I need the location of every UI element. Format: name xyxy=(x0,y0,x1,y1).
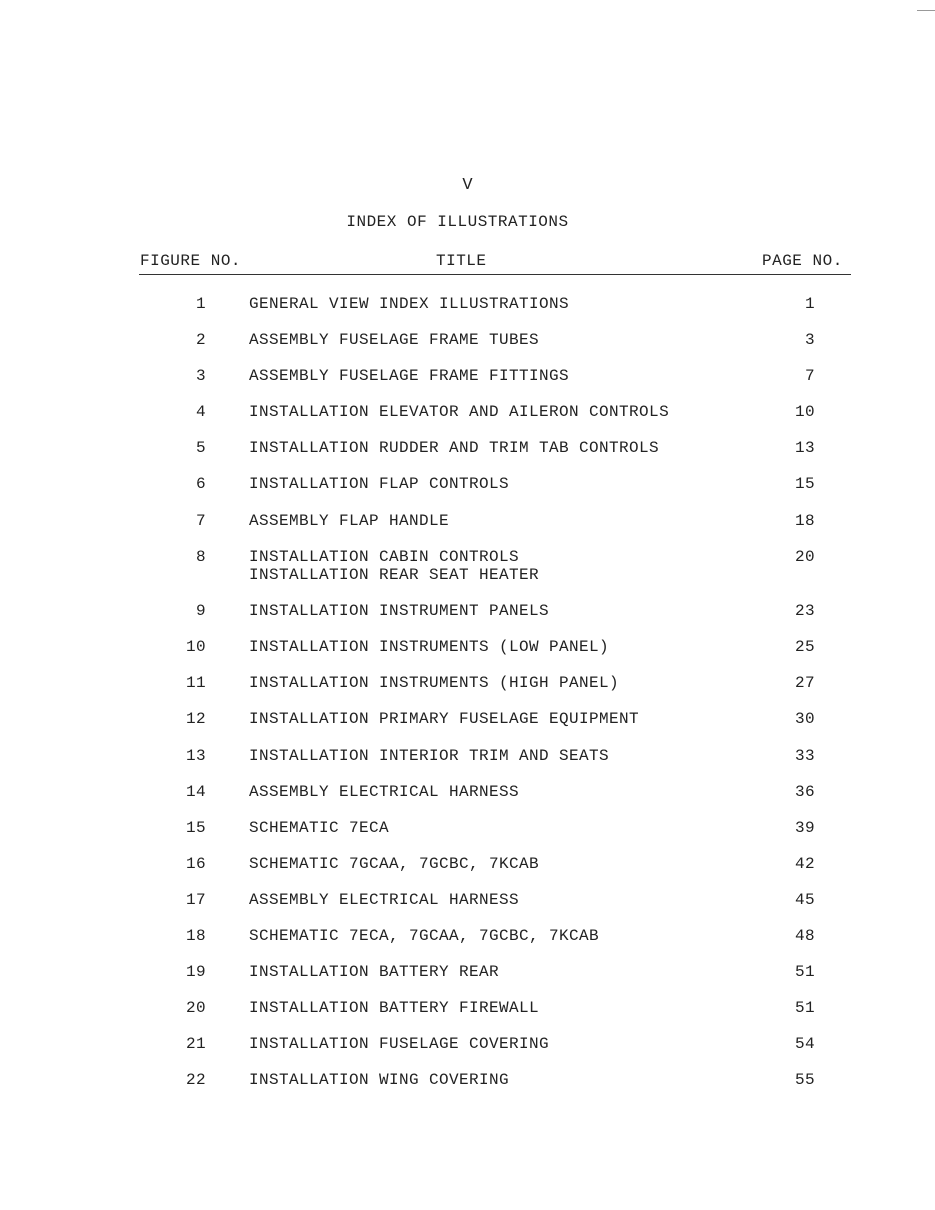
figure-title xyxy=(249,855,539,873)
scan-edge-mark xyxy=(917,10,935,11)
list-item xyxy=(0,999,935,1035)
figure-title xyxy=(249,747,609,765)
figure-title-line: INSTALLATION CABIN CONTROLS xyxy=(249,547,520,566)
figure-title xyxy=(249,403,669,421)
figure-title-line: INSTALLATION INSTRUMENTS (LOW PANEL) xyxy=(249,638,610,657)
figure-title xyxy=(249,439,659,457)
figure-title-line: ASSEMBLY ELECTRICAL HARNESS xyxy=(249,782,520,801)
page-number: 13 xyxy=(794,439,815,458)
list-item xyxy=(0,295,935,331)
figure-title-line: INSTALLATION PRIMARY FUSELAGE EQUIPMENT xyxy=(249,710,640,729)
list-item xyxy=(0,475,935,511)
figure-number: 6 xyxy=(195,475,206,494)
figure-title-line: INSTALLATION FUSELAGE COVERING xyxy=(249,1035,550,1054)
page-number: 48 xyxy=(794,927,815,945)
page-number: 23 xyxy=(794,602,815,621)
figure-title xyxy=(249,331,539,349)
figure-number: 5 xyxy=(195,439,206,458)
figure-title xyxy=(249,1035,549,1053)
page-number: 1 xyxy=(804,295,815,313)
page-number: 20 xyxy=(794,547,815,566)
figure-title-line: INSTALLATION INSTRUMENT PANELS xyxy=(249,602,550,621)
figure-number: 12 xyxy=(185,710,206,729)
list-item xyxy=(0,927,935,963)
figure-title-line: ASSEMBLY FUSELAGE FRAME FITTINGS xyxy=(249,367,570,386)
list-item xyxy=(0,1035,935,1071)
list-item xyxy=(0,783,935,819)
figure-number: 9 xyxy=(195,602,206,621)
figure-title xyxy=(249,638,609,656)
page-number: 55 xyxy=(794,1071,815,1090)
figure-number: 19 xyxy=(185,963,206,982)
figure-title-line: INSTALLATION ELEVATOR AND AILERON CONTROLS xyxy=(249,403,670,422)
column-header-figure: FIGURE NO. xyxy=(140,252,242,270)
figure-title xyxy=(249,548,539,584)
figure-number: 21 xyxy=(185,1035,206,1054)
list-item xyxy=(0,331,935,367)
page-number: 51 xyxy=(794,999,815,1018)
page-number: 10 xyxy=(794,403,815,422)
figure-title-line: INSTALLATION WING COVERING xyxy=(249,1071,510,1090)
header-underline xyxy=(139,274,851,275)
section-number: V xyxy=(462,176,473,195)
list-item xyxy=(0,638,935,674)
figure-title-line: ASSEMBLY FLAP HANDLE xyxy=(249,511,450,530)
page-number: 15 xyxy=(794,475,815,494)
list-item xyxy=(0,963,935,999)
list-item xyxy=(0,367,935,403)
figure-number: 17 xyxy=(185,890,206,909)
page-number: 18 xyxy=(794,511,815,530)
figure-number: 16 xyxy=(185,854,206,873)
figure-title xyxy=(249,602,549,620)
figure-title-line-2: INSTALLATION REAR SEAT HEATER xyxy=(249,565,540,584)
page-number: 27 xyxy=(794,674,815,693)
list-item xyxy=(0,403,935,439)
figure-number: 22 xyxy=(185,1071,206,1090)
figure-title xyxy=(249,999,539,1017)
figure-title-line: INSTALLATION INTERIOR TRIM AND SEATS xyxy=(249,746,610,765)
page-number: 30 xyxy=(794,710,815,729)
page-number: 25 xyxy=(794,638,815,657)
page-number: 3 xyxy=(804,331,815,350)
figure-number: 15 xyxy=(185,818,206,837)
figure-title-line: ASSEMBLY ELECTRICAL HARNESS xyxy=(249,890,520,909)
figure-title xyxy=(249,512,449,530)
column-header-page: PAGE NO. xyxy=(762,252,843,270)
list-item xyxy=(0,747,935,783)
figure-number: 3 xyxy=(195,367,206,386)
figure-title xyxy=(249,963,499,981)
list-item xyxy=(0,674,935,710)
figure-title xyxy=(249,674,619,692)
list-item xyxy=(0,1071,935,1107)
figure-number: 14 xyxy=(185,782,206,801)
page-title: INDEX OF ILLUSTRATIONS xyxy=(346,213,569,231)
figure-number: 8 xyxy=(195,547,206,566)
page-number: 45 xyxy=(794,890,815,909)
figure-number: 4 xyxy=(195,403,206,422)
figure-number: 20 xyxy=(185,999,206,1018)
figure-title-line: SCHEMATIC 7ECA, 7GCAA, 7GCBC, 7KCAB xyxy=(249,927,600,945)
list-item xyxy=(0,710,935,746)
figure-number: 18 xyxy=(185,927,206,945)
page-number: 33 xyxy=(794,746,815,765)
illustrations-list xyxy=(0,295,935,1107)
page-number: 42 xyxy=(794,854,815,873)
figure-title xyxy=(249,783,519,801)
figure-title-line: INSTALLATION FLAP CONTROLS xyxy=(249,475,510,494)
figure-number: 7 xyxy=(195,511,206,530)
figure-number: 1 xyxy=(195,295,206,313)
figure-number: 2 xyxy=(195,331,206,350)
page-number: 7 xyxy=(804,367,815,386)
page-number: 39 xyxy=(794,818,815,837)
figure-title-line: INSTALLATION BATTERY REAR xyxy=(249,963,500,982)
figure-number: 13 xyxy=(185,746,206,765)
list-item xyxy=(0,548,935,603)
figure-title xyxy=(249,295,569,313)
figure-title-line: SCHEMATIC 7ECA xyxy=(249,818,390,837)
list-item xyxy=(0,819,935,855)
list-item xyxy=(0,602,935,638)
figure-title xyxy=(249,819,389,837)
figure-title-line: INSTALLATION BATTERY FIREWALL xyxy=(249,999,540,1018)
page-number: 36 xyxy=(794,782,815,801)
figure-title xyxy=(249,1071,509,1089)
page-number: 54 xyxy=(794,1035,815,1054)
figure-title xyxy=(249,367,569,385)
page-number: 51 xyxy=(794,963,815,982)
list-item xyxy=(0,512,935,548)
figure-title xyxy=(249,891,519,909)
figure-title-line: SCHEMATIC 7GCAA, 7GCBC, 7KCAB xyxy=(249,854,540,873)
figure-title xyxy=(249,927,599,945)
figure-title-line: INSTALLATION INSTRUMENTS (HIGH PANEL) xyxy=(249,674,620,693)
list-item xyxy=(0,855,935,891)
figure-title xyxy=(249,475,509,493)
list-item xyxy=(0,891,935,927)
figure-title xyxy=(249,710,639,728)
figure-title-line: ASSEMBLY FUSELAGE FRAME TUBES xyxy=(249,331,540,350)
figure-number: 11 xyxy=(185,674,206,693)
list-item xyxy=(0,439,935,475)
column-header-title: TITLE xyxy=(436,252,487,270)
figure-number: 10 xyxy=(185,638,206,657)
figure-title-line: INSTALLATION RUDDER AND TRIM TAB CONTROLS xyxy=(249,439,660,458)
figure-title-line: GENERAL VIEW INDEX ILLUSTRATIONS xyxy=(249,295,570,313)
